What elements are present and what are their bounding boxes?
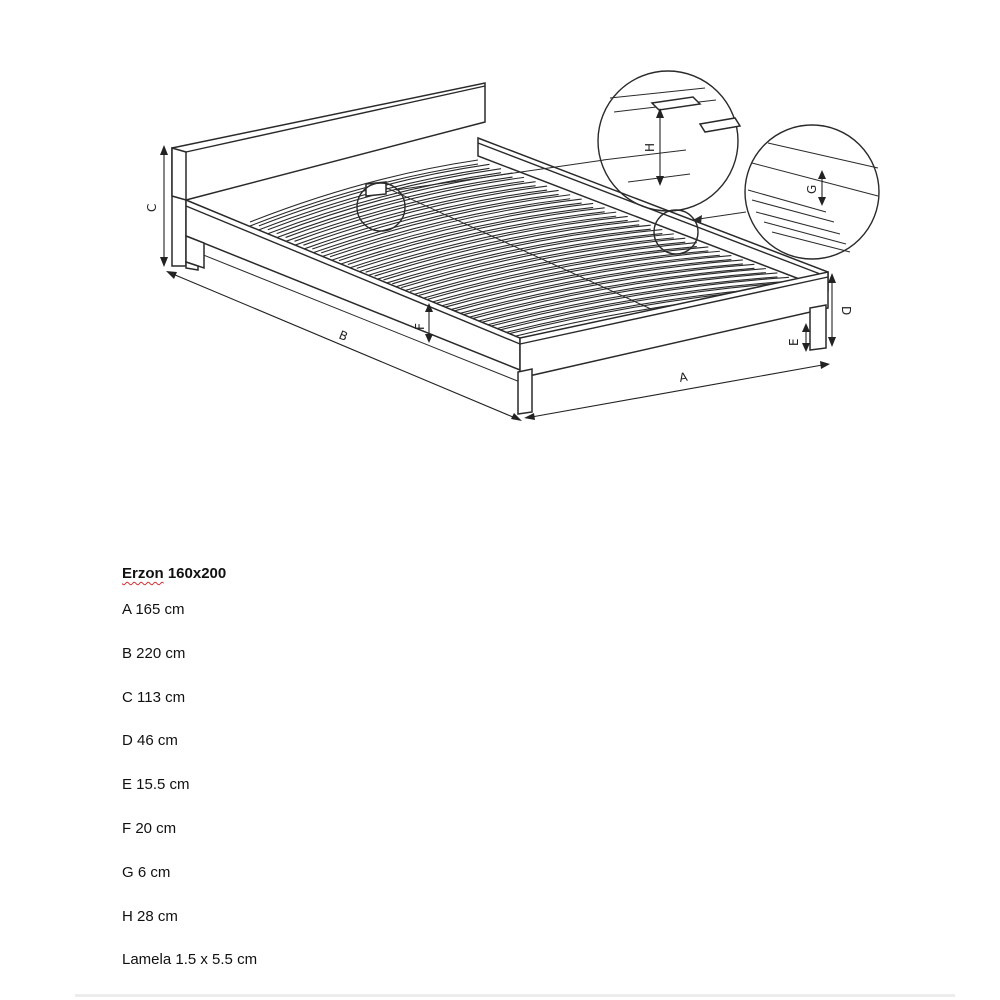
spec-item-h: H 28 cm	[122, 907, 178, 925]
page-bottom-divider	[75, 994, 955, 997]
spec-item-e: E 15.5 cm	[122, 776, 190, 794]
spec-item-d: D 46 cm	[122, 732, 178, 750]
product-size: 160x200	[163, 565, 227, 582]
specification-list	[122, 560, 622, 982]
dimension-lines	[160, 142, 836, 421]
spec-item-c: C 113 cm	[122, 688, 186, 706]
left-side-rail	[186, 200, 520, 382]
dim-label-c: C	[145, 203, 159, 212]
spec-items	[122, 588, 622, 982]
dim-label-b: B	[336, 327, 350, 344]
slat	[428, 251, 708, 303]
dim-label-h: H	[643, 142, 657, 152]
product-name: Erzon	[122, 565, 164, 582]
spec-title	[122, 560, 622, 588]
spec-item-f: F 20 cm	[122, 819, 177, 837]
dim-label-a: A	[678, 369, 689, 385]
detail-bubble-h	[598, 71, 740, 211]
spec-item-a: A 165 cm	[122, 601, 185, 618]
spec-item-g: G 6 cm	[122, 863, 171, 881]
dim-label-d: D	[839, 306, 853, 316]
spec-item-lamela: Lamela 1.5 x 5.5 cm	[122, 951, 258, 969]
spec-item-b: B 220 cm	[122, 644, 186, 662]
dim-label-f: F	[413, 323, 427, 330]
dim-label-g: G	[805, 184, 819, 194]
slat	[437, 255, 720, 307]
dim-label-e: E	[787, 338, 801, 346]
